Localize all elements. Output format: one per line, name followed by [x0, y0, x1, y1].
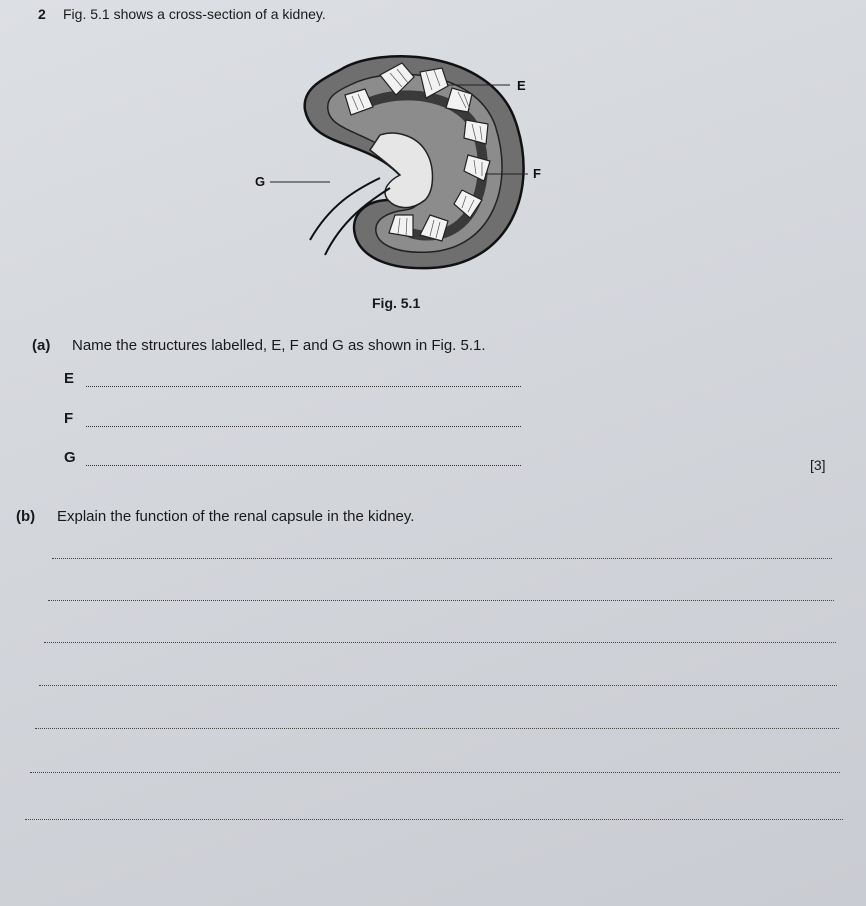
answer-line-b-5[interactable]: [35, 727, 839, 729]
answer-line-f[interactable]: [86, 425, 521, 427]
question-number: 2: [38, 6, 46, 22]
answer-line-b-6[interactable]: [30, 771, 840, 773]
answer-line-b-4[interactable]: [39, 684, 837, 686]
answer-row-f: [64, 410, 521, 427]
figure-caption: Fig. 5.1: [372, 295, 421, 311]
answer-line-b-3[interactable]: [44, 641, 836, 643]
label-f: F: [533, 166, 541, 181]
part-a-text: Name the structures labelled, E, F and G as shown in Fig. 5.1.: [72, 337, 486, 354]
label-g: G: [255, 174, 266, 189]
part-b-text: Explain the function of the renal capsule in the kidney.: [57, 508, 415, 525]
answer-row-e: [64, 370, 521, 387]
label-e: E: [517, 78, 526, 93]
answer-line-b-1[interactable]: [52, 557, 832, 559]
answer-letter-e: E: [64, 370, 75, 387]
part-b-label: (b): [16, 508, 36, 525]
answer-line-g[interactable]: [86, 464, 521, 466]
kidney-cross-section-figure: [230, 40, 570, 280]
part-a-label: (a): [32, 337, 51, 354]
answer-line-e[interactable]: [86, 385, 521, 387]
answer-line-b-2[interactable]: [48, 599, 834, 601]
question-intro: Fig. 5.1 shows a cross-section of a kidney.: [63, 6, 326, 22]
answer-line-b-7[interactable]: [25, 818, 843, 820]
answer-letter-f: F: [64, 410, 74, 427]
answer-row-g: [64, 449, 521, 466]
marks-part-a: [3]: [810, 457, 826, 473]
answer-letter-g: G: [64, 449, 76, 466]
